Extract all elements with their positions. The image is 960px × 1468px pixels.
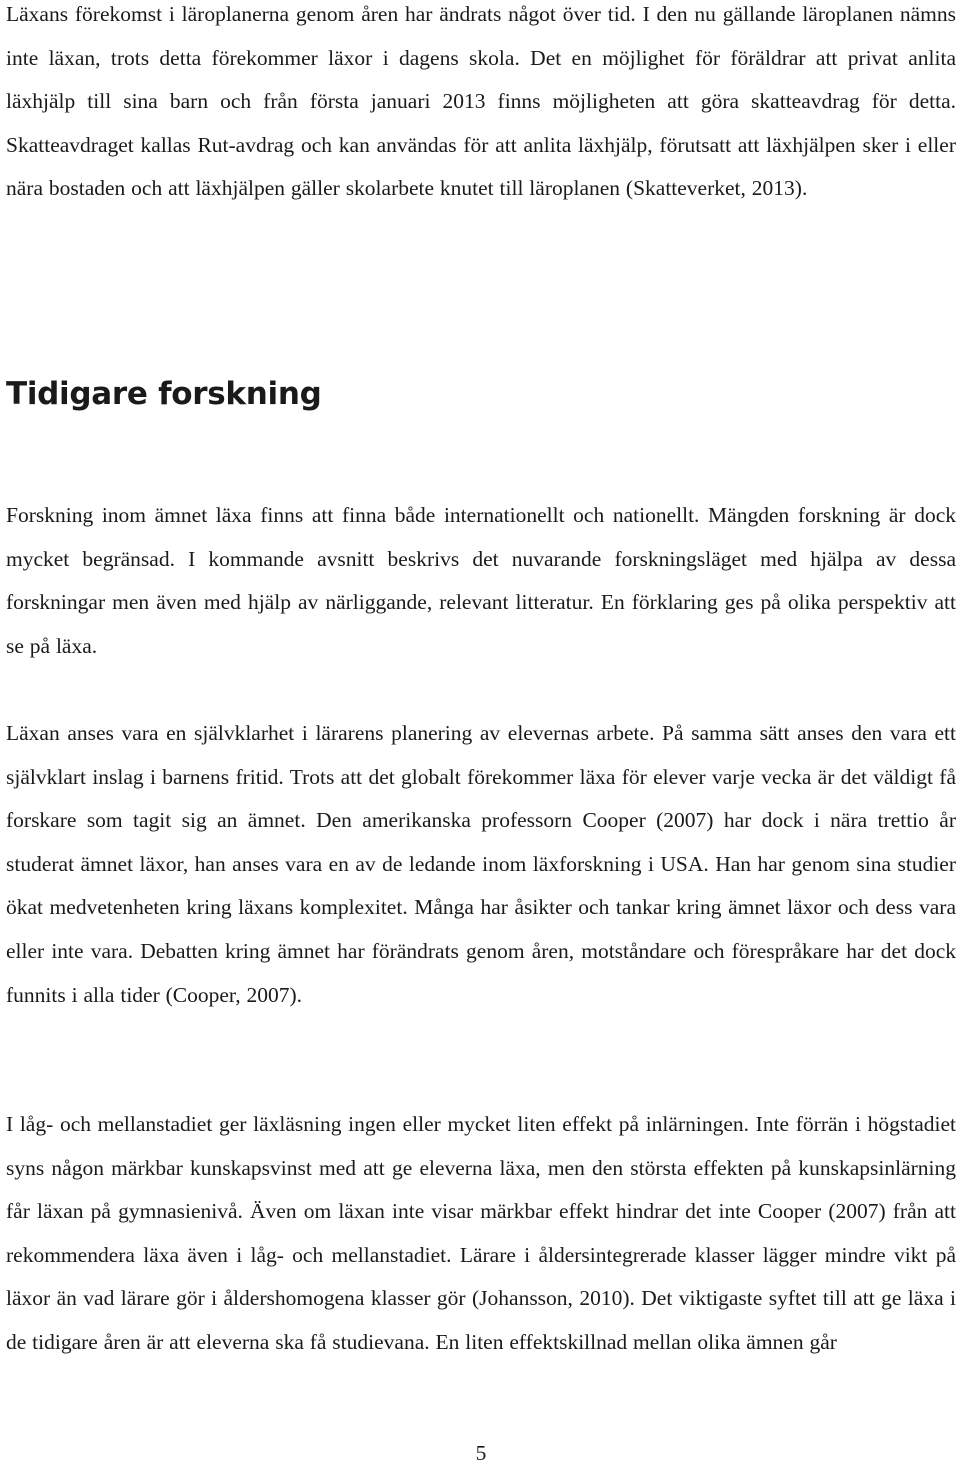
paragraph-lag-mellanstadiet: I låg- och mellanstadiet ger läxläsning ingen eller mycket liten effekt på inlärningen. Inte förrän i högstadiet syns någon märkbar kunskapsvinst med att ge eleverna läxa, men den största effekten på kunskapsinlärning får läxan på gymnasienivå. Även om läxan inte visar märkbar effekt hindrar det inte Cooper (2007) från att rekommendera läxa även i låg- och mellanstadiet. Lärare i åldersintegrerade klasser lägger mindre vikt på läxor än vad lärare gör i åldershomogena klasser gör (Johansson, 2010). Det viktigaste syftet till att ge läxa i de tidigare åren är att eleverna ska få studievana. En liten effektskillnad mellan olika ämnen går xyxy=(6,1112,956,1354)
paragraph-cooper: Läxan anses vara en självklarhet i lärarens planering av elevernas arbete. På samma sätt anses den vara ett självklart inslag i barnens fritid. Trots att det globalt förekommer läxa för elever varje vecka är det väldigt få forskare som tagit sig an ämnet. Den amerikanska professorn Cooper (2007) har dock i nära trettio år studerat ämnet läxor, han anses vara en av de ledande inom läxforskning i USA. Han har genom sina studier ökat medvetenheten kring läxans komplexitet. Många har åsikter och tankar kring ämnet läxor och dess vara eller inte vara. Debatten kring ämnet har förändrats genom åren, motståndare och förespråkare har det dock funnits i alla tider (Cooper, 2007). xyxy=(6,721,956,1007)
page-number: 5 xyxy=(475,1441,487,1465)
paragraph-skatteavdrag: Läxans förekomst i läroplanerna genom åren har ändrats något över tid. I den nu gällande läroplanen nämns inte läxan, trots detta förekommer läxor i dagens skola. Det en möjlighet för föräldrar att privat anlita läxhjälp till sina barn och från första januari 2013 finns möjligheten att göra skatteavdrag för detta. Skatteavdraget kallas Rut-avdrag och kan användas för att anlita läxhjälp, förutsatt att läxhjälpen sker i eller nära bostaden och att läxhjälpen gäller skolarbete knutet till läroplanen (Skatteverket, 2013). xyxy=(6,2,956,201)
document-page xyxy=(6,0,956,1468)
section-heading: Tidigare forskning xyxy=(6,376,322,412)
paragraph-forskning-intro: Forskning inom ämnet läxa finns att finna både internationellt och nationellt. Mängden forskning är dock mycket begränsad. I kommande avsnitt beskrivs det nuvarande forskningsläget med hjälpa av dessa forskningar men även med hjälp av närliggande, relevant litteratur. En förklaring ges på olika perspektiv att se på läxa. xyxy=(6,503,956,658)
